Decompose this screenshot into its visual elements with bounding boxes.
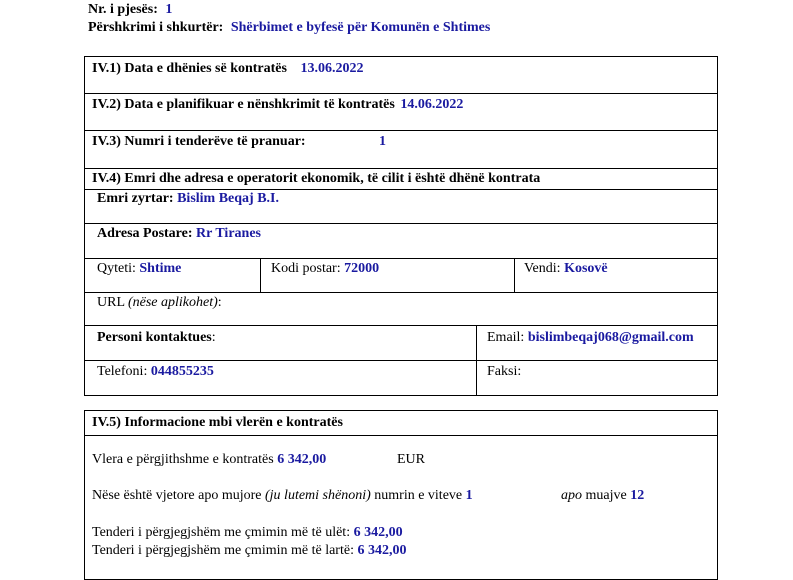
divider	[84, 93, 718, 94]
divider	[84, 223, 718, 224]
operator-section-title: IV.4) Emri dhe adresa e operatorit ekonomik, të cilit i është dhënë kontrata	[92, 171, 541, 186]
divider	[84, 258, 718, 259]
postal-address-row: Adresa Postare: Rr Tiranes	[97, 226, 261, 241]
short-description-line	[88, 20, 490, 36]
phone-value: 044855235	[150, 364, 214, 379]
signing-date-value: 14.06.2022	[400, 97, 464, 112]
country-row	[524, 261, 608, 277]
city-row	[97, 261, 181, 277]
postal-address-label: Adresa Postare	[97, 226, 188, 241]
award-date-row	[92, 61, 363, 77]
divider	[84, 360, 718, 361]
url-label: URL	[97, 295, 125, 310]
city-value: Shtime	[139, 261, 182, 276]
part-number-line	[88, 2, 172, 18]
or-label: apo	[561, 488, 582, 503]
tenders-received-value: 1	[379, 134, 386, 149]
duration-label-start: Nëse është vjetore apo mujore	[92, 488, 262, 503]
official-name-value: Bislim Beqaj B.I.	[177, 191, 279, 206]
postal-code-label: Kodi postar:	[271, 261, 341, 276]
duration-label-years: numrin e viteve	[374, 488, 463, 503]
years-value: 1	[465, 488, 473, 503]
total-value-label: Vlera e përgjithshme e kontratës	[92, 452, 274, 467]
city-label: Qyteti:	[97, 261, 136, 276]
divider	[476, 325, 477, 396]
award-date-label: IV.1) Data e dhënies së kontratës	[92, 61, 287, 76]
official-name-row: Emri zyrtar: Bislim Beqaj B.I.	[97, 191, 279, 206]
divider	[84, 435, 718, 436]
url-hint: (nëse aplikohet)	[127, 295, 218, 310]
contact-person-colon: :	[211, 330, 216, 345]
lowest-tender-label: Tenderi i përgjegjshëm me çmimin më të ulët:	[92, 525, 351, 540]
highest-tender-row	[92, 543, 406, 559]
months-row	[561, 488, 644, 504]
signing-date-label: IV.2) Data e planifikuar e nënshkrimit të kontratës	[92, 97, 395, 112]
official-name-label: Emri zyrtar	[97, 191, 169, 206]
divider	[260, 258, 261, 292]
lowest-tender-row	[92, 525, 403, 541]
divider	[514, 258, 515, 292]
email-label: Email:	[487, 330, 525, 345]
months-label: muajve	[585, 488, 627, 503]
short-description-value: Shërbimet e byfesë për Komunën e Shtimes	[230, 20, 491, 35]
contact-person-row	[97, 330, 216, 346]
signing-date-row	[92, 97, 463, 113]
country-value: Kosovë	[564, 261, 608, 276]
divider	[84, 189, 718, 190]
country-label: Vendi:	[524, 261, 561, 276]
total-value: 6 342,00	[277, 452, 327, 467]
email-value: bislimbeqaj068@gmail.com	[527, 330, 694, 345]
url-colon: :	[217, 295, 222, 310]
divider	[84, 325, 718, 326]
highest-tender-label: Tenderi i përgjegjshëm me çmimin më të lartë:	[92, 543, 354, 558]
postal-code-value: 72000	[344, 261, 380, 276]
phone-label: Telefoni:	[97, 364, 148, 379]
postal-code-row	[271, 261, 379, 277]
short-description-label: Përshkrimi i shkurtër:	[88, 20, 224, 35]
duration-hint: (ju lutemi shënoni)	[265, 488, 371, 503]
award-date-value: 13.06.2022	[300, 61, 364, 76]
part-number-label: Nr. i pjesës:	[88, 2, 158, 17]
email-row	[487, 330, 694, 346]
divider	[84, 168, 718, 169]
divider	[84, 130, 718, 131]
divider	[84, 292, 718, 293]
months-value: 12	[630, 488, 645, 503]
url-row	[97, 295, 222, 311]
currency: EUR	[397, 452, 425, 467]
phone-row	[97, 364, 214, 380]
postal-address-value: Rr Tiranes	[196, 226, 261, 241]
total-value-row	[92, 452, 326, 468]
highest-tender-value: 6 342,00	[357, 543, 407, 558]
duration-row	[92, 488, 473, 504]
lowest-tender-value: 6 342,00	[353, 525, 403, 540]
part-number-value: 1	[165, 2, 173, 17]
contact-person-label: Personi kontaktues	[97, 330, 212, 345]
fax-label: Faksi:	[487, 364, 522, 379]
tenders-received-label: IV.3) Numri i tenderëve të pranuar:	[92, 134, 306, 149]
contract-value-section-title: IV.5) Informacione mbi vlerën e kontratës	[92, 415, 343, 430]
